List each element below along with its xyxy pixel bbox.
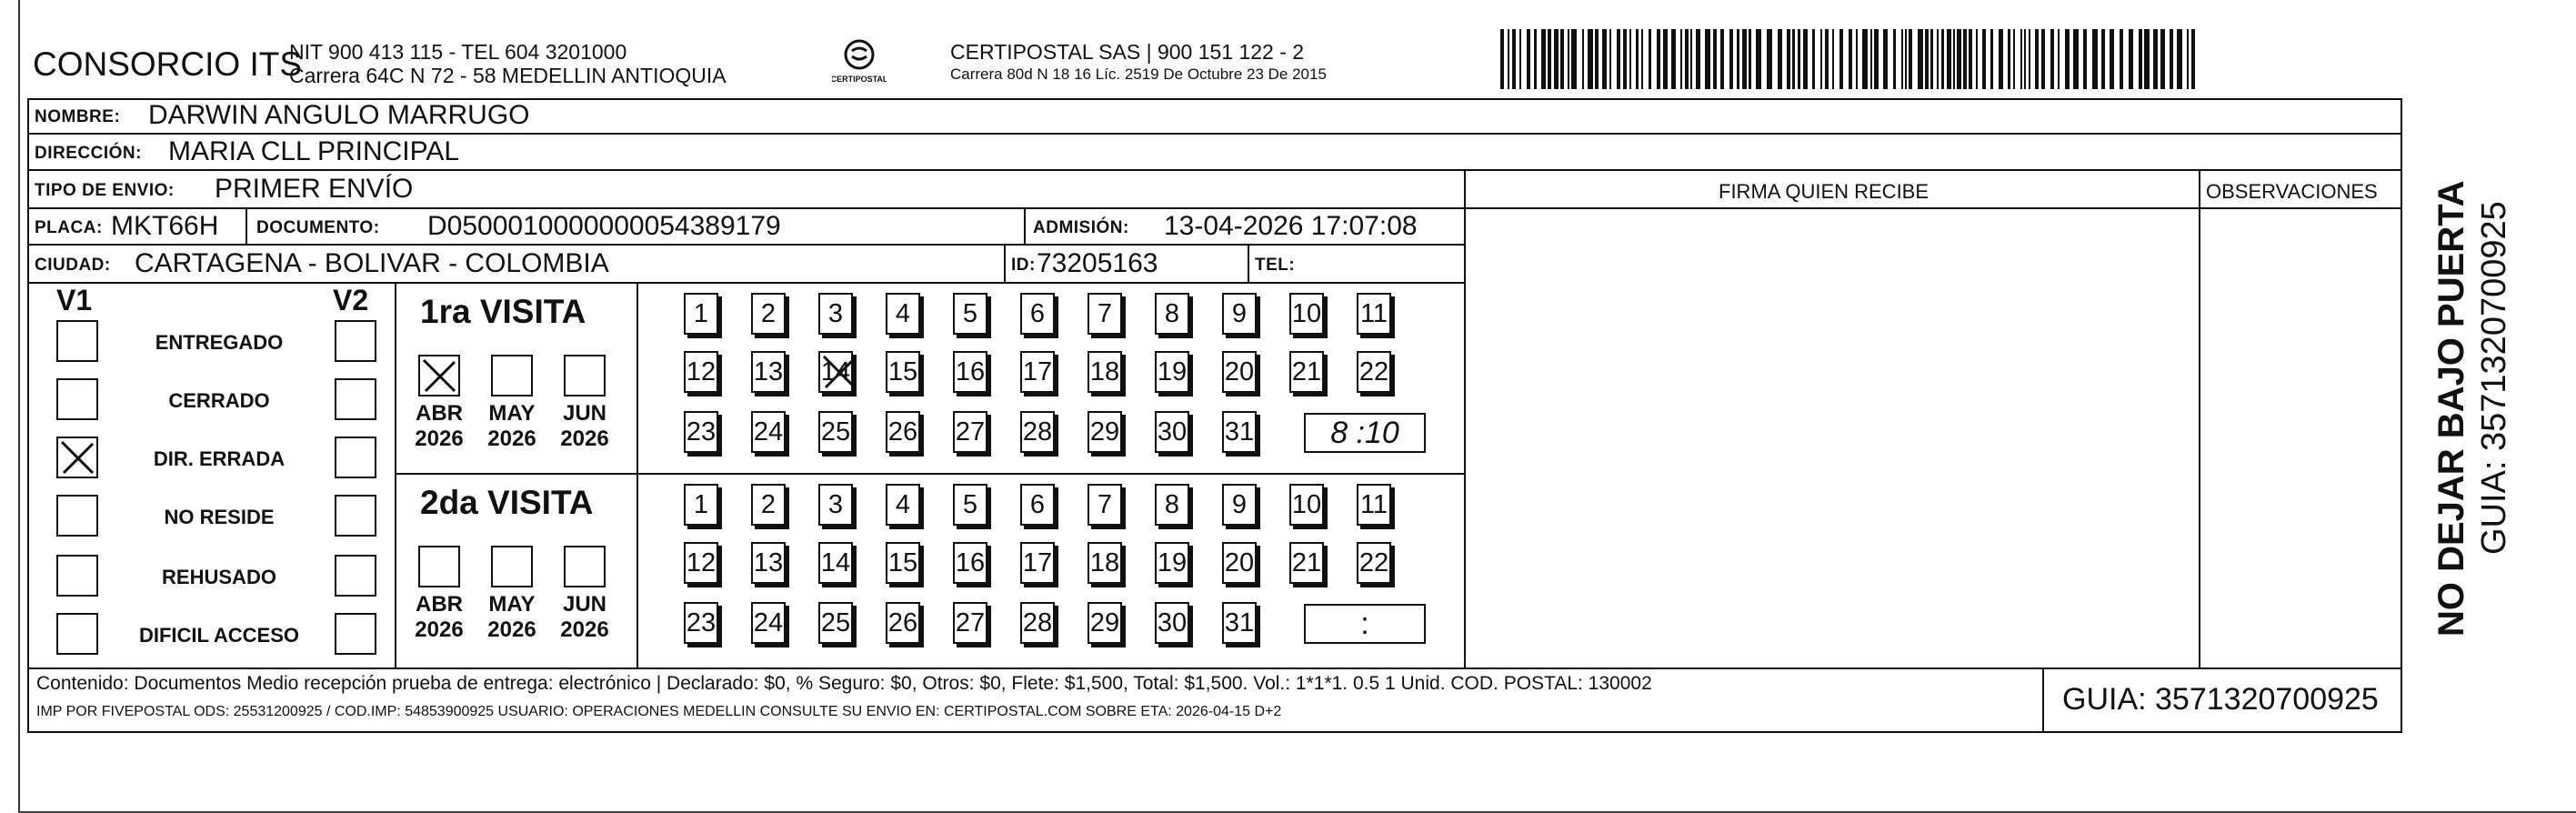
day-box-1[interactable]: 1 bbox=[684, 484, 718, 526]
month-label: ABR bbox=[416, 592, 463, 617]
barcode-bar bbox=[1519, 29, 1521, 89]
barcode-bar bbox=[1680, 29, 1682, 89]
barcode-bar bbox=[1749, 29, 1751, 89]
row-divider bbox=[1464, 207, 2402, 209]
tipo-envio-label: TIPO DE ENVIO: bbox=[35, 181, 175, 200]
visit-title: 2da VISITA bbox=[420, 484, 594, 521]
barcode-bar bbox=[1839, 29, 1843, 89]
barcode-bar bbox=[1588, 29, 1593, 89]
barcode-bar bbox=[1803, 29, 1808, 89]
v1-checkbox-1[interactable] bbox=[56, 320, 98, 362]
barcode-bar bbox=[1925, 29, 1929, 89]
month-label: JUN bbox=[562, 401, 606, 426]
barcode-bar bbox=[1629, 29, 1631, 89]
day-box-23[interactable]: 23 bbox=[684, 602, 718, 644]
month-checkbox-abr[interactable] bbox=[418, 546, 460, 587]
placa-value: MKT66H bbox=[111, 211, 219, 241]
month-year: 2026 bbox=[560, 427, 609, 451]
barcode-bar bbox=[1862, 29, 1868, 89]
barcode-bar bbox=[2160, 29, 2165, 89]
barcode-bar bbox=[1947, 29, 1951, 89]
barcode-bar bbox=[1720, 29, 1724, 89]
barcode-bar bbox=[1623, 29, 1627, 89]
day-box-25[interactable]: 25 bbox=[818, 411, 853, 453]
barcode-bar bbox=[2058, 29, 2060, 89]
barcode-bar bbox=[2101, 29, 2105, 89]
barcode-bar bbox=[1990, 29, 1993, 89]
day-box-3[interactable]: 3 bbox=[818, 484, 853, 526]
barcode-bar bbox=[2065, 29, 2070, 89]
month-checkbox-jun[interactable] bbox=[564, 546, 606, 587]
barcode-bar bbox=[1500, 29, 1504, 89]
day-box-19[interactable]: 19 bbox=[1155, 542, 1189, 584]
day-box-2[interactable]: 2 bbox=[751, 484, 786, 526]
day-box-30[interactable]: 30 bbox=[1155, 602, 1189, 644]
month-checkbox-jun[interactable] bbox=[564, 355, 606, 396]
month-year: 2026 bbox=[560, 617, 609, 642]
day-box-26[interactable]: 26 bbox=[886, 602, 920, 644]
ciudad-value: CARTAGENA - BOLIVAR - COLOMBIA bbox=[135, 248, 609, 278]
day-box-15[interactable]: 15 bbox=[886, 542, 920, 584]
barcode-bar bbox=[2050, 29, 2054, 89]
barcode bbox=[1500, 29, 2219, 93]
direccion-value: MARIA CLL PRINCIPAL bbox=[168, 136, 460, 166]
placa-label: PLACA: bbox=[35, 218, 103, 237]
day-box-8[interactable]: 8 bbox=[1155, 484, 1189, 526]
barcode-bar bbox=[1778, 29, 1782, 89]
side-guia: GUIA: 3571320700925 bbox=[2475, 201, 2513, 555]
x-mark-icon bbox=[818, 351, 860, 393]
day-box-25[interactable]: 25 bbox=[818, 602, 853, 644]
v2-checkbox-2[interactable] bbox=[335, 378, 376, 420]
day-box-14[interactable]: 14 bbox=[818, 542, 853, 584]
status-label: DIR. ERRADA bbox=[153, 447, 286, 470]
status-label: ENTREGADO bbox=[155, 331, 284, 354]
day-box-12[interactable]: 12 bbox=[684, 542, 718, 584]
barcode-bar bbox=[1937, 29, 1939, 89]
admision-label: ADMISIÓN: bbox=[1033, 218, 1129, 237]
day-box-9[interactable]: 9 bbox=[1222, 293, 1257, 335]
barcode-bar bbox=[1976, 29, 1978, 89]
v2-checkbox-4[interactable] bbox=[335, 495, 376, 537]
barcode-bar bbox=[1909, 29, 1912, 89]
barcode-bar bbox=[1534, 29, 1537, 89]
v1-checkbox-4[interactable] bbox=[56, 495, 98, 537]
footer-guia: GUIA: 3571320700925 bbox=[2062, 682, 2379, 717]
observaciones-header: OBSERVACIONES bbox=[2206, 180, 2378, 203]
barcode-bar bbox=[1832, 29, 1834, 89]
footer-line2: IMP POR FIVEPOSTAL ODS: 25531200925 / COD.IMP: 54853900925 USUARIO: OPERACIONES MEDELLIN CONSULTE SU ENVIO EN: CERTIPOSTAL.COM SOBRE ETA: 2026-04-15 D+2 bbox=[36, 704, 1282, 719]
nombre-label: NOMBRE: bbox=[35, 107, 121, 126]
day-box-12[interactable]: 12 bbox=[684, 351, 718, 393]
time-box[interactable]: : bbox=[1304, 604, 1426, 644]
barcode-bar bbox=[2153, 29, 2158, 89]
v1-checkbox-2[interactable] bbox=[56, 378, 98, 420]
tipo-envio-value: PRIMER ENVÍO bbox=[215, 174, 414, 204]
company-line2: Carrera 64C N 72 - 58 MEDELLIN ANTIOQUIA bbox=[289, 64, 727, 87]
day-box-1[interactable]: 1 bbox=[684, 293, 718, 335]
barcode-bar bbox=[1856, 29, 1858, 89]
barcode-bar bbox=[1792, 29, 1795, 89]
cell-divider bbox=[395, 282, 396, 667]
day-box-29[interactable]: 29 bbox=[1088, 411, 1122, 453]
day-box-15[interactable]: 15 bbox=[886, 351, 920, 393]
barcode-bar bbox=[2110, 29, 2114, 89]
day-box-13[interactable]: 13 bbox=[751, 351, 786, 393]
day-box-4[interactable]: 4 bbox=[886, 484, 920, 526]
month-year: 2026 bbox=[415, 427, 464, 451]
barcode-bar bbox=[1883, 29, 1888, 89]
barcode-bar bbox=[1756, 29, 1761, 89]
barcode-bar bbox=[1696, 29, 1700, 89]
day-box-27[interactable]: 27 bbox=[953, 602, 987, 644]
barcode-bar bbox=[1595, 29, 1599, 89]
logo-text: CERTIPOSTAL bbox=[832, 75, 887, 84]
barcode-bar bbox=[1617, 29, 1620, 89]
barcode-bar bbox=[1541, 29, 1546, 89]
barcode-bar bbox=[1729, 29, 1733, 89]
carrier-line1: CERTIPOSTAL SAS | 900 151 122 - 2 bbox=[950, 40, 1305, 64]
day-box-29[interactable]: 29 bbox=[1088, 602, 1122, 644]
barcode-bar bbox=[1957, 29, 1961, 89]
firma-header: FIRMA QUIEN RECIBE bbox=[1719, 180, 1929, 203]
barcode-bar bbox=[2187, 29, 2189, 89]
v2-checkbox-5[interactable] bbox=[335, 555, 376, 597]
barcode-bar bbox=[1798, 29, 1800, 89]
day-box-8[interactable]: 8 bbox=[1155, 293, 1189, 335]
day-box-7[interactable]: 7 bbox=[1088, 484, 1122, 526]
barcode-bar bbox=[1609, 29, 1611, 89]
barcode-bar bbox=[1849, 29, 1852, 89]
day-box-26[interactable]: 26 bbox=[886, 411, 920, 453]
cell-divider bbox=[1464, 169, 1466, 667]
v2-checkbox-6[interactable] bbox=[335, 613, 376, 655]
barcode-bar bbox=[2139, 29, 2142, 89]
day-box-28[interactable]: 28 bbox=[1020, 411, 1055, 453]
month-label: MAY bbox=[488, 592, 536, 617]
cell-divider bbox=[1004, 244, 1006, 282]
day-box-27[interactable]: 27 bbox=[953, 411, 987, 453]
month-year: 2026 bbox=[415, 617, 464, 642]
barcode-bar bbox=[1870, 29, 1872, 89]
barcode-bar bbox=[1820, 29, 1822, 89]
barcode-bar bbox=[2120, 29, 2123, 89]
day-box-31[interactable]: 31 bbox=[1222, 602, 1257, 644]
day-box-22[interactable]: 22 bbox=[1357, 351, 1391, 393]
barcode-bar bbox=[2013, 29, 2015, 89]
barcode-bar bbox=[2177, 29, 2182, 89]
visit-title: 1ra VISITA bbox=[420, 293, 586, 330]
barcode-bar bbox=[1999, 29, 2003, 89]
day-box-17[interactable]: 17 bbox=[1020, 542, 1055, 584]
cell-divider bbox=[246, 207, 247, 244]
day-box-22[interactable]: 22 bbox=[1357, 542, 1391, 584]
day-box-17[interactable]: 17 bbox=[1020, 351, 1055, 393]
barcode-bar bbox=[1963, 29, 1967, 89]
cell-divider bbox=[1248, 244, 1249, 282]
barcode-bar bbox=[1705, 29, 1710, 89]
cell-divider bbox=[2199, 169, 2200, 667]
status-label: NO RESIDE bbox=[164, 506, 275, 528]
barcode-bar bbox=[1787, 29, 1790, 89]
v1-label: V1 bbox=[56, 284, 93, 316]
barcode-bar bbox=[1918, 29, 1923, 89]
v1-checkbox-6[interactable] bbox=[56, 613, 98, 655]
barcode-bar bbox=[1512, 29, 1516, 89]
day-box-10[interactable]: 10 bbox=[1289, 484, 1324, 526]
day-box-20[interactable]: 20 bbox=[1222, 542, 1257, 584]
barcode-bar bbox=[1690, 29, 1692, 89]
barcode-bar bbox=[1571, 29, 1577, 89]
footer-line1: Contenido: Documentos Medio recepción prueba de entrega: electrónico | Declarado: $0, % Seguro: $0, Otros: $0, Flete: $1,500, Total: $1,500. Vol.: 1*1*1. 0.5 1 Unid. COD. POSTAL: 130002 bbox=[36, 673, 1652, 694]
carrier-line2: Carrera 80d N 18 16 Líc. 2519 De Octubre 23 De 2015 bbox=[950, 65, 1327, 83]
day-box-7[interactable]: 7 bbox=[1088, 293, 1122, 335]
direccion-label: DIRECCIÓN: bbox=[35, 144, 142, 163]
day-box-16[interactable]: 16 bbox=[953, 542, 987, 584]
barcode-bar bbox=[1742, 29, 1747, 89]
day-box-31[interactable]: 31 bbox=[1222, 411, 1257, 453]
barcode-bar bbox=[1982, 29, 1986, 89]
month-label: ABR bbox=[416, 401, 463, 426]
day-box-18[interactable]: 18 bbox=[1088, 542, 1122, 584]
id-label: ID: bbox=[1011, 256, 1036, 275]
day-box-18[interactable]: 18 bbox=[1088, 351, 1122, 393]
barcode-bar bbox=[1508, 29, 1509, 89]
nombre-value: DARWIN ANGULO MARRUGO bbox=[148, 100, 530, 130]
company-line1: NIT 900 413 115 - TEL 604 3201000 bbox=[289, 40, 627, 64]
barcode-bar bbox=[2170, 29, 2173, 89]
barcode-bar bbox=[2035, 29, 2039, 89]
barcode-bar bbox=[2083, 29, 2087, 89]
barcode-bar bbox=[1657, 29, 1660, 89]
x-mark-icon bbox=[418, 355, 460, 396]
tel-label: TEL: bbox=[1255, 256, 1296, 275]
row-divider bbox=[27, 667, 2402, 669]
barcode-bar bbox=[2191, 29, 2195, 89]
page-edge-left bbox=[18, 0, 20, 813]
day-box-30[interactable]: 30 bbox=[1155, 411, 1189, 453]
month-label: MAY bbox=[488, 401, 536, 426]
barcode-bar bbox=[2008, 29, 2010, 89]
day-box-2[interactable]: 2 bbox=[751, 293, 786, 335]
v2-checkbox-3[interactable] bbox=[335, 437, 376, 478]
month-checkbox-abr[interactable] bbox=[418, 355, 460, 396]
barcode-bar bbox=[1941, 29, 1944, 89]
day-box-13[interactable]: 13 bbox=[751, 542, 786, 584]
barcode-bar bbox=[1825, 29, 1829, 89]
barcode-bar bbox=[1874, 29, 1879, 89]
barcode-bar bbox=[2144, 29, 2150, 89]
barcode-bar bbox=[1554, 29, 1559, 89]
barcode-bar bbox=[1568, 29, 1569, 89]
documento-label: DOCUMENTO: bbox=[256, 218, 380, 237]
day-box-23[interactable]: 23 bbox=[684, 411, 718, 453]
barcode-bar bbox=[2129, 29, 2133, 89]
cell-divider bbox=[2042, 667, 2044, 733]
status-label: REHUSADO bbox=[162, 566, 276, 588]
company-name: CONSORCIO ITS bbox=[33, 45, 303, 83]
day-box-21[interactable]: 21 bbox=[1289, 542, 1324, 584]
barcode-bar bbox=[1663, 29, 1668, 89]
barcode-bar bbox=[2029, 29, 2030, 89]
barcode-bar bbox=[2020, 29, 2022, 89]
row-divider bbox=[27, 207, 1464, 209]
day-box-4[interactable]: 4 bbox=[886, 293, 920, 335]
status-label: DIFICIL ACCESO bbox=[138, 624, 299, 647]
barcode-bar bbox=[1969, 29, 1972, 89]
side-warning: NO DEJAR BAJO PUERTA bbox=[2431, 180, 2471, 637]
day-box-19[interactable]: 19 bbox=[1155, 351, 1189, 393]
ciudad-label: CIUDAD: bbox=[35, 256, 111, 275]
status-label: CERRADO bbox=[168, 389, 270, 412]
day-box-5[interactable]: 5 bbox=[953, 484, 987, 526]
barcode-bar bbox=[1905, 29, 1907, 89]
barcode-bar bbox=[1685, 29, 1689, 89]
day-box-10[interactable]: 10 bbox=[1289, 293, 1324, 335]
x-mark-icon bbox=[56, 437, 98, 478]
barcode-bar bbox=[1893, 29, 1896, 89]
time-box[interactable]: 8 :10 bbox=[1304, 413, 1426, 453]
cell-divider bbox=[636, 282, 638, 667]
day-box-21[interactable]: 21 bbox=[1289, 351, 1324, 393]
barcode-bar bbox=[2041, 29, 2045, 89]
day-box-11[interactable]: 11 bbox=[1357, 293, 1391, 335]
barcode-bar bbox=[1636, 29, 1639, 89]
barcode-bar bbox=[1641, 29, 1643, 89]
day-box-24[interactable]: 24 bbox=[751, 411, 786, 453]
month-year: 2026 bbox=[487, 617, 536, 642]
barcode-bar bbox=[1602, 29, 1607, 89]
day-box-11[interactable]: 11 bbox=[1357, 484, 1391, 526]
barcode-bar bbox=[2092, 29, 2098, 89]
v1-checkbox-3[interactable] bbox=[56, 437, 98, 478]
barcode-bar bbox=[2073, 29, 2079, 89]
month-year: 2026 bbox=[487, 427, 536, 451]
barcode-bar bbox=[1527, 29, 1530, 89]
row-divider bbox=[27, 282, 1464, 284]
day-box-3[interactable]: 3 bbox=[818, 293, 853, 335]
barcode-bar bbox=[2024, 29, 2026, 89]
day-box-20[interactable]: 20 bbox=[1222, 351, 1257, 393]
barcode-bar bbox=[1930, 29, 1933, 89]
day-box-9[interactable]: 9 bbox=[1222, 484, 1257, 526]
v1-checkbox-5[interactable] bbox=[56, 555, 98, 597]
v2-label: V2 bbox=[333, 284, 369, 316]
day-box-6[interactable]: 6 bbox=[1020, 293, 1055, 335]
barcode-bar bbox=[1649, 29, 1651, 89]
row-divider bbox=[395, 473, 1464, 475]
month-checkbox-may[interactable] bbox=[491, 546, 533, 587]
v2-checkbox-1[interactable] bbox=[335, 320, 376, 362]
day-box-14[interactable]: 14 bbox=[818, 351, 853, 393]
admision-value: 13-04-2026 17:07:08 bbox=[1164, 211, 1418, 241]
day-box-24[interactable]: 24 bbox=[751, 602, 786, 644]
barcode-bar bbox=[1548, 29, 1551, 89]
barcode-bar bbox=[1560, 29, 1564, 89]
day-box-5[interactable]: 5 bbox=[953, 293, 987, 335]
row-divider bbox=[27, 133, 2402, 135]
barcode-bar bbox=[1737, 29, 1739, 89]
barcode-bar bbox=[1901, 29, 1903, 89]
certipostal-logo bbox=[832, 35, 887, 91]
day-box-16[interactable]: 16 bbox=[953, 351, 987, 393]
barcode-bar bbox=[1812, 29, 1815, 89]
barcode-bar bbox=[1671, 29, 1676, 89]
month-label: JUN bbox=[562, 592, 606, 617]
row-divider bbox=[27, 169, 2402, 171]
documento-value: D0500010000000054389179 bbox=[427, 211, 781, 241]
month-checkbox-may[interactable] bbox=[491, 355, 533, 396]
cell-divider bbox=[1024, 207, 1026, 244]
barcode-bar bbox=[1582, 29, 1584, 89]
day-box-28[interactable]: 28 bbox=[1020, 602, 1055, 644]
id-value: 73205163 bbox=[1037, 248, 1158, 278]
barcode-bar bbox=[1953, 29, 1955, 89]
barcode-bar bbox=[1767, 29, 1772, 89]
day-box-6[interactable]: 6 bbox=[1020, 484, 1055, 526]
barcode-bar bbox=[1713, 29, 1717, 89]
